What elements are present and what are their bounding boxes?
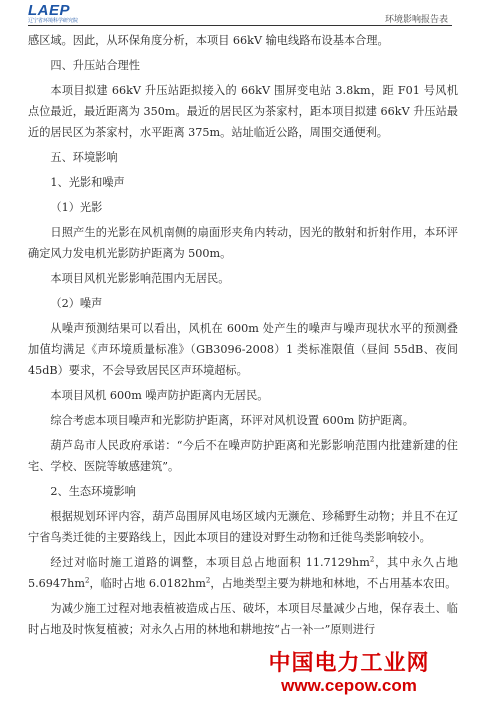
subsection-heading: 2、生态环境影响 xyxy=(50,485,136,498)
paragraph: 为减少施工过程对地表植被造成占压、破坏，本项目尽量减少占地，保存表土、临时占地及时恢复植被；对永久占用的林地和耕地按“占一补一”原则进行 xyxy=(28,602,458,636)
paragraph: 本项目风机光影影响范围内无居民。 xyxy=(50,272,230,285)
section-heading: 四、升压站合理性 xyxy=(50,59,140,72)
subsection-heading: （2）噪声 xyxy=(50,297,103,310)
text-fragment: ，临时占地 6.0182hm xyxy=(89,577,206,590)
superscript: 2 xyxy=(205,576,211,585)
header-divider xyxy=(28,25,452,26)
paragraph: 日照产生的光影在风机南侧的扇面形夹角内转动，因光的散射和折射作用，本环评确定风力发电机光影防护距离为 500m。 xyxy=(28,226,458,260)
document-body xyxy=(28,30,458,644)
text-fragment: 经过对临时施工道路的调整，本项目总占地面积 11.7129hm xyxy=(50,556,370,569)
section-heading: 五、环境影响 xyxy=(50,151,118,164)
paragraph-land-area xyxy=(28,552,458,594)
paragraph: 从噪声预测结果可以看出，风机在 600m 处产生的噪声与噪声现状水平的预测叠加值均满足《声环境质量标准》（GB3096-2008）1 类标准限值（昼间 55dB、夜间 45dB）要求，不会导致居民区声环境超标。 xyxy=(28,322,458,377)
company-logo-subtitle: 辽宁省环境科学研究院 xyxy=(28,18,79,24)
paragraph: 感区域。因此，从环保角度分析，本项目 66kV 输电线路布设基本合理。 xyxy=(28,34,389,47)
paragraph: 根据规划环评内容，葫芦岛围屏风电场区域内无濒危、珍稀野生动物；并且不在辽宁省鸟类迁徙的主要路线上，因此本项目的建设对野生动物和迁徙鸟类影响较小。 xyxy=(28,510,458,544)
paragraph: 综合考虑本项目噪声和光影防护距离，环评对风机设置 600m 防护距离。 xyxy=(50,414,414,427)
paragraph: 本项目拟建 66kV 升压站距拟接入的 66kV 围屏变电站 3.8km，距 F01 号风机点位最近，最近距离为 350m。最近的居民区为茶家村，距本项目拟建 66kV 升压站最近的居民区为茶家村，水平距离 375m。站址临近公路，周围交通便利。 xyxy=(28,84,458,139)
company-logo: LAEP xyxy=(28,2,71,19)
superscript: 2 xyxy=(369,555,375,564)
watermark-site-name: 中国电力工业网 xyxy=(268,650,430,675)
document-title: 环境影响报告表 xyxy=(384,15,448,25)
watermark-url: www.cepow.com xyxy=(281,676,417,695)
subsection-heading: （1）光影 xyxy=(50,201,103,214)
text-fragment: ，占地类型主要为耕地和林地，不占用基本农田。 xyxy=(210,577,457,590)
text-fragment: ，其中永久占地 5.6947hm xyxy=(28,556,458,590)
page-header xyxy=(0,0,480,26)
paragraph: 葫芦岛市人民政府承诺：“今后不在噪声防护距离和光影影响范围内批建新建的住宅、学校、医院等敏感建筑”。 xyxy=(28,439,458,473)
subsection-heading: 1、光影和噪声 xyxy=(50,176,125,189)
paragraph: 本项目风机 600m 噪声防护距离内无居民。 xyxy=(50,389,269,402)
superscript: 2 xyxy=(84,576,90,585)
